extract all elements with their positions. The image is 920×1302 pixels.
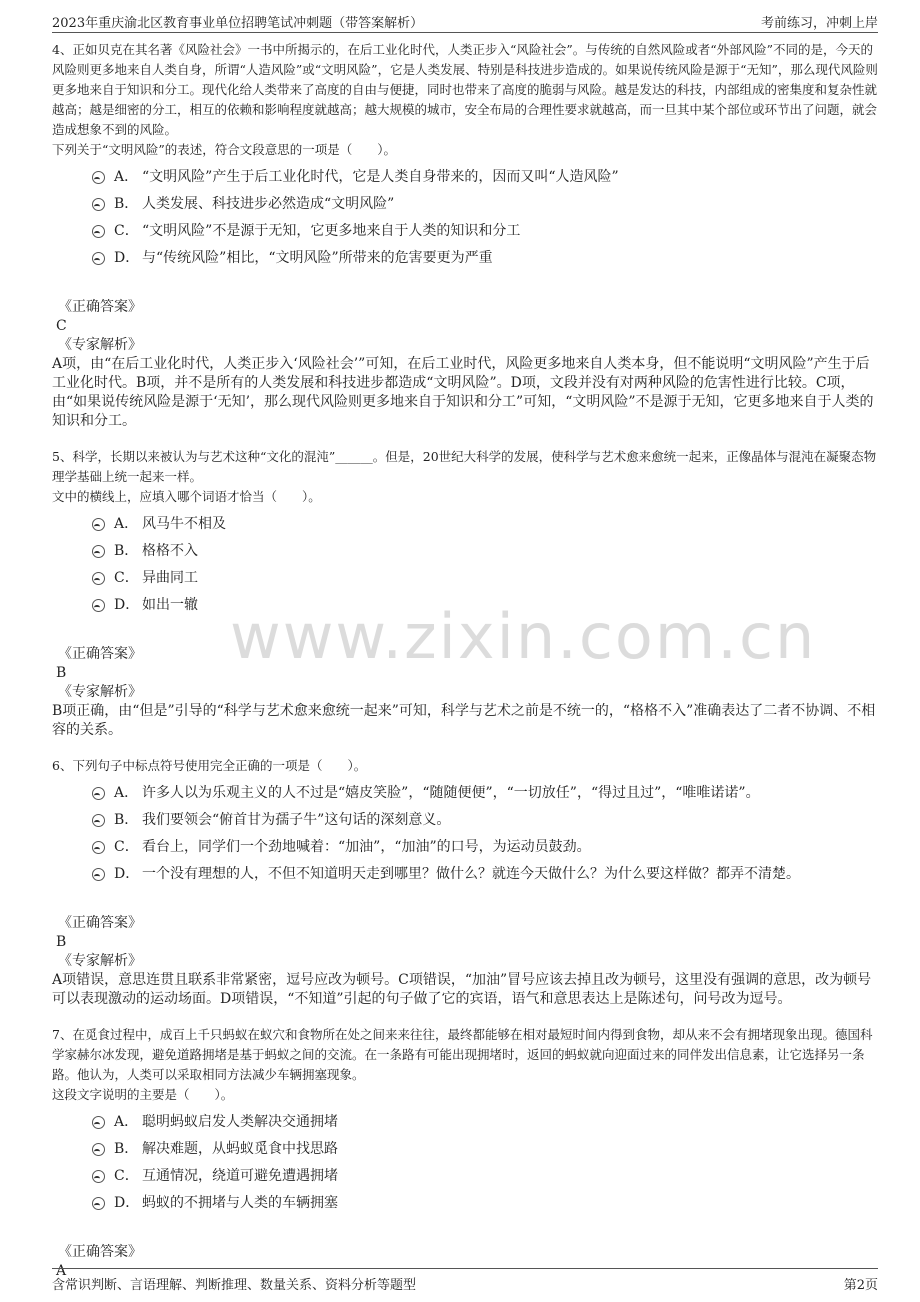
option-list xyxy=(52,780,878,888)
option-letter: A． xyxy=(114,169,139,185)
question-prompt: 这段文字说明的主要是（ ）。 xyxy=(52,1087,234,1102)
radio-icon[interactable] xyxy=(92,1116,105,1129)
option-c[interactable] xyxy=(52,834,878,861)
question-list xyxy=(52,40,878,1281)
option-letter: D． xyxy=(114,1195,140,1211)
option-list xyxy=(52,511,878,619)
radio-icon[interactable] xyxy=(92,171,105,184)
option-d[interactable] xyxy=(52,592,878,619)
radio-icon[interactable] xyxy=(92,545,105,558)
option-text: 一个没有理想的人，不但不知道明天走到哪里？做什么？就连今天做什么？为什么要这样做？都弄不清楚。 xyxy=(142,866,800,882)
option-letter: C． xyxy=(114,570,139,586)
radio-icon[interactable] xyxy=(92,252,105,265)
option-letter: B． xyxy=(114,196,139,212)
option-b[interactable] xyxy=(52,1136,878,1163)
radio-icon[interactable] xyxy=(92,814,105,827)
option-text: 人类发展、科技进步必然造成“文明风险” xyxy=(142,196,395,212)
radio-icon[interactable] xyxy=(92,599,105,612)
option-text: “文明风险”产生于后工业化时代，它是人类自身带来的，因而又叫“人造风险” xyxy=(142,169,619,185)
option-c[interactable] xyxy=(52,565,878,592)
question-prompt: 下列关于“文明风险”的表述，符合文段意思的一项是（ ）。 xyxy=(52,142,397,157)
analysis-text: A项，由“在后工业化时代，人类正步入‘风险社会’”可知，在后工业时代，风险更多地来自人类本身，但不能说明“文明风险”产生于后工业化时代。B项，并不是所有的人类发展和科技进步都造成“文明风险”。D项，文段并没有对两种风险的危害性进行比较。C项，由“如果说传统风险是源于‘无知’，那么现代风险则更多地来自于知识和分工”可知，“文明风险”不是源于无知，它更多地来自于人类的知识和分工。 xyxy=(52,356,874,429)
question-stem: 6、下列句子中标点符号使用完全正确的一项是（ ）。 xyxy=(52,758,367,773)
question-stem: 7、在觅食过程中，成百上千只蚂蚁在蚁穴和食物所在处之间来来往往，最终都能够在相对最短时间内得到食物，却从来不会有拥堵现象出现。德国科学家赫尔冰发现，避免道路拥堵是基于蚂蚁之间的交流。在一条路有可能出现拥堵时，返回的蚂蚁就向迎面过来的同伴发出信息素，让它选择另一条路。他认为，人类可以采取相同方法减少车辆拥塞现象。 xyxy=(52,1027,873,1082)
answer-label: 《正确答案》 xyxy=(58,299,142,315)
option-letter: B． xyxy=(114,1141,139,1157)
option-text: 看台上，同学们一个劲地喊着：“加油”，“加油”的口号，为运动员鼓劲。 xyxy=(142,839,591,855)
analysis-text: A项错误，意思连贯且联系非常紧密，逗号应改为顿号。C项错误，“加油”冒号应该去掉且改为顿号，这里没有强调的意思，改为顿号可以表现激动的运动场面。D项错误，“不知道”引起的句子做了它的宾语，语气和意思表达上是陈述句，问号改为逗号。 xyxy=(52,972,872,1007)
option-letter: B． xyxy=(114,812,139,828)
option-b[interactable] xyxy=(52,538,878,565)
radio-icon[interactable] xyxy=(92,787,105,800)
option-letter: A． xyxy=(114,785,139,801)
radio-icon[interactable] xyxy=(92,841,105,854)
footer-topics: 含常识判断、言语理解、判断推理、数量关系、资料分析等题型 xyxy=(52,1278,417,1293)
option-text: 解决难题，从蚂蚁觅食中找思路 xyxy=(142,1141,338,1157)
page-number: 第2页 xyxy=(843,1278,878,1293)
question-4 xyxy=(52,40,878,431)
question-7 xyxy=(52,1025,878,1281)
header-slogan: 考前练习，冲刺上岸 xyxy=(760,16,878,31)
option-letter: C． xyxy=(114,1168,139,1184)
option-d[interactable] xyxy=(52,861,878,888)
radio-icon[interactable] xyxy=(92,198,105,211)
option-a[interactable] xyxy=(52,780,878,807)
answer-value: B xyxy=(56,665,67,681)
radio-icon[interactable] xyxy=(92,1197,105,1210)
option-a[interactable] xyxy=(52,511,878,538)
option-text: 蚂蚁的不拥堵与人类的车辆拥塞 xyxy=(142,1195,338,1211)
option-d[interactable] xyxy=(52,245,878,272)
option-letter: C． xyxy=(114,223,139,239)
option-letter: B． xyxy=(114,543,139,559)
radio-icon[interactable] xyxy=(92,572,105,585)
option-text: 异曲同工 xyxy=(142,570,198,586)
option-letter: D． xyxy=(114,250,140,266)
option-list xyxy=(52,164,878,272)
option-text: 格格不入 xyxy=(142,543,198,559)
option-letter: D． xyxy=(114,597,140,613)
analysis-label: 《专家解析》 xyxy=(58,953,142,969)
analysis-label: 《专家解析》 xyxy=(58,337,142,353)
question-6 xyxy=(52,756,878,1009)
document-title: 2023年重庆渝北区教育事业单位招聘笔试冲刺题（带答案解析） xyxy=(52,16,424,31)
option-text: 聪明蚂蚁启发人类解决交通拥堵 xyxy=(142,1114,338,1130)
option-letter: C． xyxy=(114,839,139,855)
radio-icon[interactable] xyxy=(92,518,105,531)
option-d[interactable] xyxy=(52,1190,878,1217)
answer-block xyxy=(52,298,878,431)
answer-label: 《正确答案》 xyxy=(58,646,142,662)
page-header xyxy=(52,10,878,33)
watermark: www.zixin.com.cn xyxy=(230,600,817,673)
answer-value: A xyxy=(56,1263,67,1279)
option-letter: D． xyxy=(114,866,140,882)
analysis-text: B项正确，由“但是”引导的“科学与艺术愈来愈统一起来”可知，科学与艺术之前是不统一的，“格格不入”准确表达了二者不协调、不相容的关系。 xyxy=(52,703,876,738)
option-text: 互通情况，绕道可避免遭遇拥堵 xyxy=(142,1168,338,1184)
option-text: 我们要领会“俯首甘为孺子牛”这句话的深刻意义。 xyxy=(142,812,451,828)
radio-icon[interactable] xyxy=(92,1143,105,1156)
option-text: “文明风险”不是源于无知，它更多地来自于人类的知识和分工 xyxy=(142,223,521,239)
answer-value: B xyxy=(56,934,67,950)
option-c[interactable] xyxy=(52,1163,878,1190)
option-a[interactable] xyxy=(52,1109,878,1136)
option-b[interactable] xyxy=(52,191,878,218)
option-c[interactable] xyxy=(52,218,878,245)
option-b[interactable] xyxy=(52,807,878,834)
option-text: 与“传统风险”相比，“文明风险”所带来的危害要更为严重 xyxy=(142,250,493,266)
question-stem: 4、正如贝克在其名著《风险社会》一书中所揭示的，在后工业化时代，人类正步入“风险社会”。与传统的自然风险或者“外部风险”不同的是，今天的风险则更多地来自人类自身，所谓“人造风险”或“文明风险”，它是人类发展、特别是科技进步造成的。如果说传统风险是源于“无知”，那么现代风险则更多地来自于知识和分工。现代化给人类带来了高度的自由与便捷，同时也带来了高度的脆弱与风险。越是发达的科技，内部组成的密集度和复杂性就越高；越是细密的分工，相互的依赖和影响程度就越高；越大规模的城市，安全布局的合理性要求就越高，而一旦其中某个部位或环节出了问题，就会造成想象不到的风险。 xyxy=(52,42,878,137)
answer-label: 《正确答案》 xyxy=(58,1244,142,1260)
analysis-label: 《专家解析》 xyxy=(58,684,142,700)
question-5 xyxy=(52,447,878,740)
question-prompt: 文中的横线上，应填入哪个词语才恰当（ ）。 xyxy=(52,489,321,504)
radio-icon[interactable] xyxy=(92,1170,105,1183)
option-text: 如出一辙 xyxy=(142,597,198,613)
option-a[interactable] xyxy=(52,164,878,191)
option-list xyxy=(52,1109,878,1217)
page-footer xyxy=(52,1268,878,1295)
option-letter: A． xyxy=(114,1114,139,1130)
option-text: 许多人以为乐观主义的人不过是“嬉皮笑脸”，“随随便便”，“一切放任”，“得过且过”，“唯唯诺诺”。 xyxy=(142,785,760,801)
radio-icon[interactable] xyxy=(92,868,105,881)
answer-block xyxy=(52,914,878,1009)
radio-icon[interactable] xyxy=(92,225,105,238)
answer-label: 《正确答案》 xyxy=(58,915,142,931)
option-text: 风马牛不相及 xyxy=(142,516,226,532)
option-letter: A． xyxy=(114,516,139,532)
question-stem: 5、科学，长期以来被认为与艺术这种“文化的混沌”______。但是，20世纪大科学的发展，使科学与艺术愈来愈统一起来，正像晶体与混沌在凝聚态物理学基础上统一起来一样。 xyxy=(52,449,877,484)
answer-value: C xyxy=(56,318,67,334)
answer-block xyxy=(52,645,878,740)
